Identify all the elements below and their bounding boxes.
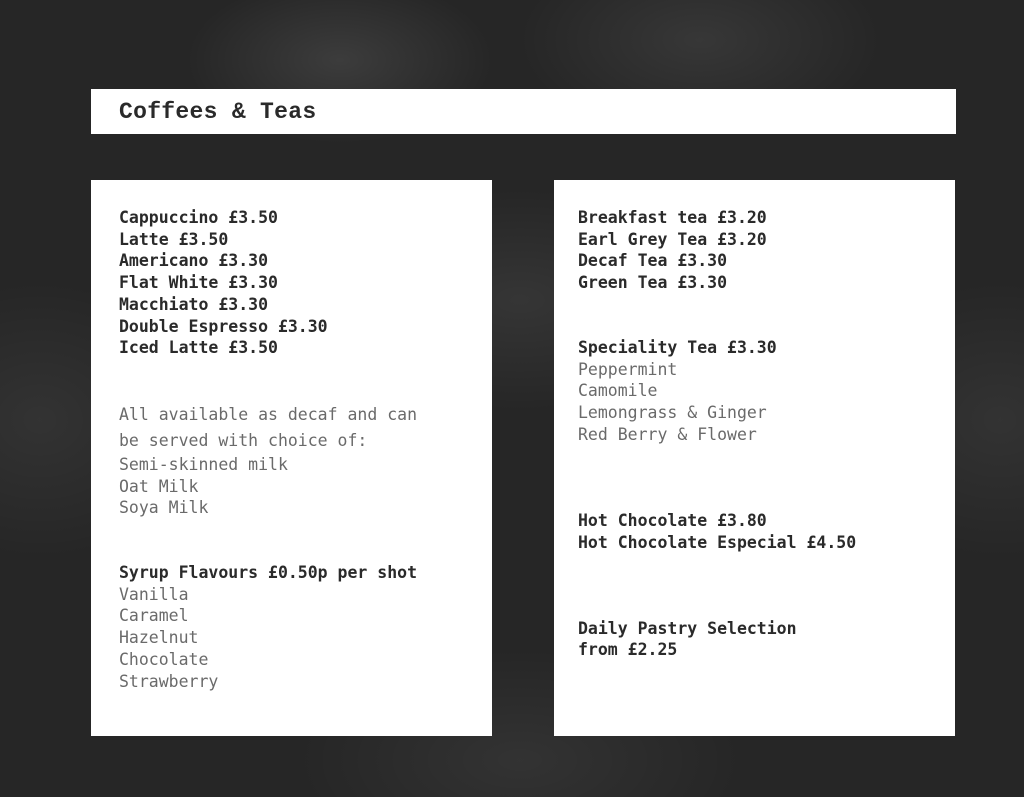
menu-item: Green Tea £3.30 [578,273,728,293]
menu-item: Latte £3.50 [119,229,229,249]
speciality-heading: Speciality Tea £3.30 [578,337,777,357]
menu-item: Cappuccino £3.50 [119,208,278,227]
page-title: Coffees & Teas [119,98,317,125]
menu-item: Double Espresso £3.30 [119,316,328,336]
milk-option: Oat Milk [119,476,199,496]
syrup-option: Chocolate [119,649,209,669]
syrup-section [119,562,492,692]
milk-note-line: be served with choice of: [119,430,368,450]
milk-note-line: All available as decaf and can [119,404,418,424]
speciality-tea-section [578,337,955,446]
menu-item: Americano £3.30 [119,251,269,271]
syrup-option: Vanilla [119,584,189,604]
syrup-option: Strawberry [119,671,219,691]
speciality-tea: Peppermint [578,359,678,379]
pastry-line: from £2.25 [578,640,678,660]
menu-item: Hot Chocolate £3.80 [578,511,767,531]
pastry-section [578,618,955,661]
menu-item: Decaf Tea £3.30 [578,251,728,271]
menu-item: Macchiato £3.30 [119,294,269,314]
syrup-option: Hazelnut [119,628,199,648]
menu-item: Flat White £3.30 [119,273,278,293]
speciality-tea: Lemongrass & Ginger [578,402,767,422]
menu-item: Hot Chocolate Especial £4.50 [578,533,857,553]
milk-option: Semi-skinned milk [119,454,288,474]
pastry-line: Daily Pastry Selection [578,618,797,638]
syrup-option: Caramel [119,606,189,626]
syrup-heading: Syrup Flavours £0.50p per shot [119,563,418,583]
title-bar [91,89,956,134]
coffee-panel [91,180,492,736]
tea-panel [554,180,955,736]
speciality-tea: Camomile [578,381,658,401]
speciality-tea: Red Berry & Flower [578,424,757,444]
milk-options [119,402,492,519]
tea-list [578,207,955,294]
menu-item: Iced Latte £3.50 [119,338,278,358]
menu-item: Breakfast tea £3.20 [578,208,767,227]
menu-item: Earl Grey Tea £3.20 [578,229,767,249]
hot-chocolate-section [578,510,955,553]
coffee-list [119,207,492,359]
milk-option: Soya Milk [119,498,209,518]
